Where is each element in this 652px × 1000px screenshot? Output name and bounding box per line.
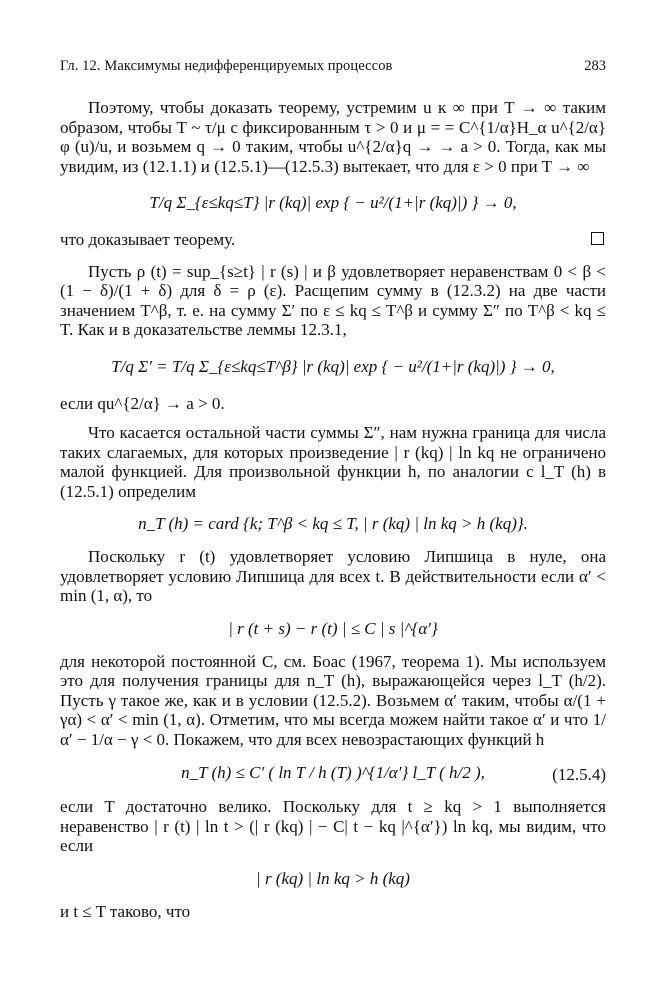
equation-12-5-4-body: n_T (h) ≤ C′ ( ln T / h (T) )^{1/α′} l_T ( h/2 ), xyxy=(181,763,485,782)
paragraph-5: Что касается остальной части суммы Σ″, нам нужна граница для числа таких слагаемых, для которых произведение | r (kq) | ln kq не ограничено малой функцией. Для произвольной функции h, по аналогии с l_T (h) в (12.5.1) определим xyxy=(60,423,606,501)
page-number: 283 xyxy=(584,58,606,74)
running-header xyxy=(60,58,606,82)
page xyxy=(60,58,606,921)
formula-lipschitz: | r (t + s) − r (t) | ≤ C | s |^{α′} xyxy=(228,618,438,638)
paragraph-4: если qu^{2/α} → a > 0. xyxy=(60,393,225,413)
qed-square-icon xyxy=(591,232,604,245)
paragraph-1: Поэтому, чтобы доказать теорему, устремим u к ∞ при T → ∞ таким образом, чтобы T ~ τ/μ с фиксированным τ > 0 и μ = = C^{1/α}H_α u^{2/α} φ (u)/u, и возьмем q → 0 таким, чтобы u^{2/α}q → → a > 0. Тогда, как мы увидим, из (12.1.1) и (12.5.1)—(12.5.3) вытекает, что для ε > 0 при T → ∞ xyxy=(60,98,606,176)
paragraph-2: что доказывает теорему. xyxy=(60,230,236,249)
formula-split-sum: T/q Σ′ = T/q Σ_{ε≤kq≤T^β} |r (kq)| exp { − u²/(1+|r (kq)|) } → 0, xyxy=(111,356,555,376)
chapter-title: Гл. 12. Максимумы недифференцируемых процессов xyxy=(60,58,393,74)
formula-condition: | r (kq) | ln kq > h (kq) xyxy=(256,868,410,888)
paragraph-3: Пусть ρ (t) = sup_{s≥t} | r (s) | и β удовлетворяет неравенствам 0 < β < (1 − δ)/(1 + δ) для δ = ρ (ε). Расщепим сумму в (12.3.2) на две части значением T^β, т. е. на сумму Σ′ по ε ≤ kq ≤ T^β и сумму Σ″ по T^β < kq ≤ T. Как и в доказательстве леммы 12.3.1, xyxy=(60,261,606,339)
paragraph-7: для некоторой постоянной C, см. Боас (1967, теорема 1). Мы используем это для получения границы для n_T (h), выражающейся через l_T (h/2). Пусть γ такое же, как и в условии (12.5.2). Возьмем α′ таким, чтобы α/(1 + γα) < α′ < min (1, α). Отметим, что мы всегда можем найти такое α′ и что 1/α′ − 1/α − γ < 0. Покажем, что для всех невозрастающих функций h xyxy=(60,651,606,749)
paragraph-9: и t ≤ T таково, что xyxy=(60,901,191,921)
paragraph-6: Поскольку r (t) удовлетворяет условию Липшица в нуле, она удовлетворяет условию Липшица для всех t. В действительности если α′ < min (1, α), то xyxy=(60,547,606,605)
proof-end-row xyxy=(60,230,606,250)
paragraph-8: если T достаточно велико. Поскольку для t ≥ kq > 1 выполняется неравенство | r (t) | ln t > (| r (kq) | − C| t − kq |^{α′}) ln kq, мы видим, что если xyxy=(60,797,606,855)
formula-sum-limit: T/q Σ_{ε≤kq≤T} |r (kq)| exp { − u²/(1+|r (kq)|) } → 0, xyxy=(149,193,517,212)
equation-number: (12.5.4) xyxy=(552,765,606,784)
equation-12-5-4 xyxy=(60,763,606,783)
formula-card-definition: n_T (h) = card {k; T^β < kq ≤ T, | r (kq) | ln kq > h (kq)}. xyxy=(138,514,528,533)
